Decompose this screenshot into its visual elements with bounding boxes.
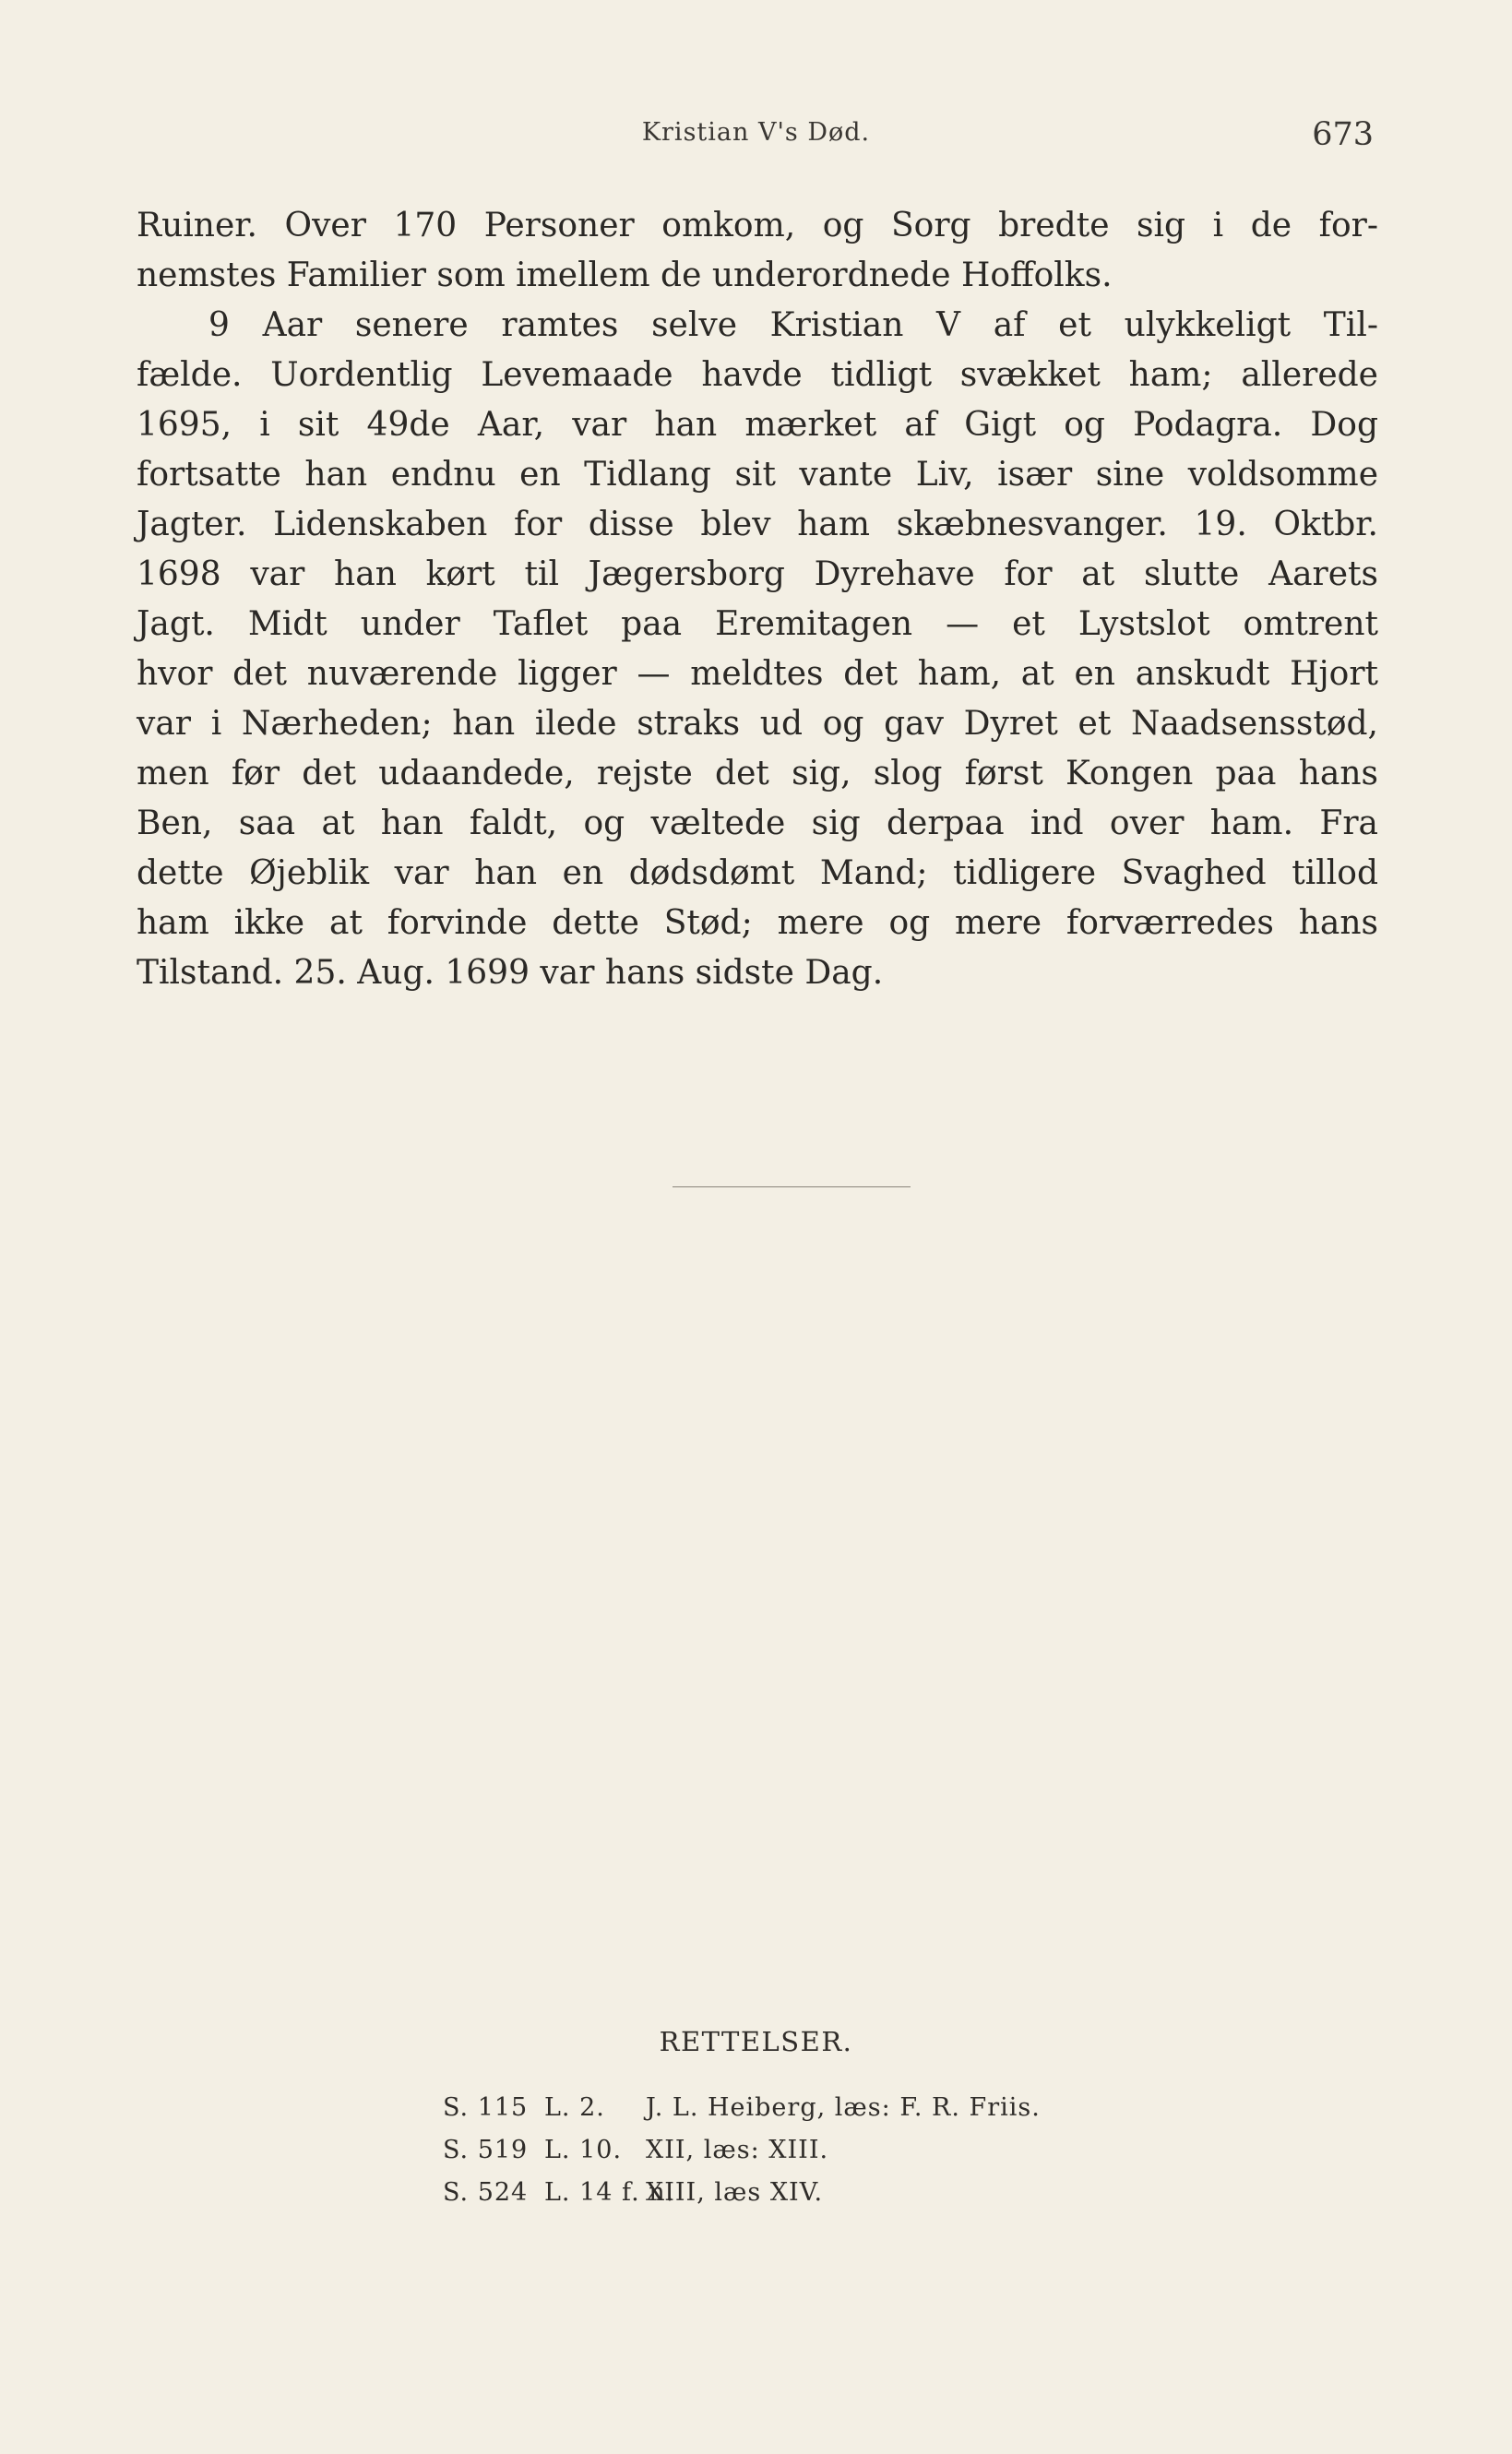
errata-line: L. 10. (544, 2136, 623, 2164)
errata-row (443, 2172, 1041, 2214)
errata-correction: J. L. Heiberg, læs: F. R. Friis. (646, 2093, 1041, 2122)
text-line: hvor det nuværende ligger — meldtes det ham, at en anskudt Hjort (137, 655, 1378, 693)
section-divider (673, 1186, 911, 1187)
text-line: men før det udaandede, rejste det sig, slog først Kongen paa hans (137, 755, 1378, 792)
text-line: dette Øjeblik var han en dødsdømt Mand; tidligere Svaghed tillod (137, 854, 1378, 892)
text-line: Ruiner. Over 170 Personer omkom, og Sorg bredte sig i de for- (137, 207, 1378, 244)
errata-page: S. 524 (443, 2178, 529, 2207)
text-line: Tilstand. 25. Aug. 1699 var hans sidste Dag. (137, 954, 884, 992)
text-line: Jagter. Lidenskaben for disse blev ham skæbnesvanger. 19. Oktbr. (137, 506, 1378, 543)
errata-line: L. 2. (544, 2093, 605, 2122)
errata-page: S. 519 (443, 2136, 529, 2164)
text-line: 1695, i sit 49de Aar, var han mærket af Gigt og Podagra. Dog (137, 406, 1378, 444)
errata-title: RETTELSER. (659, 2026, 853, 2057)
text-line: Ben, saa at han faldt, og væltede sig derpaa ind over ham. Fra (137, 804, 1378, 842)
page-number: 673 (1312, 116, 1374, 153)
errata-row (443, 2087, 1041, 2129)
running-title: Kristian V's Død. (641, 118, 871, 147)
text-line: var i Nærheden; han ilede straks ud og gav Dyret et Naadsensstød, (137, 705, 1378, 743)
text-line: Jagt. Midt under Taflet paa Eremitagen — et Lystslot omtrent (137, 605, 1378, 643)
text-line: 9 Aar senere ramtes selve Kristian V af et ulykkeligt Til- (208, 306, 1378, 344)
text-line: nemstes Familier som imellem de underordnede Hoffolks. (137, 256, 1113, 294)
errata-line: L. 14 f. n. (544, 2178, 675, 2207)
text-line: fælde. Uordentlig Levemaade havde tidligt svækket ham; allerede (137, 356, 1378, 394)
text-line: fortsatte han endnu en Tidlang sit vante Liv, især sine voldsomme (137, 456, 1378, 494)
errata-list (443, 2087, 1041, 2214)
text-line: ham ikke at forvinde dette Stød; mere og mere forværredes hans (137, 904, 1378, 942)
errata-row (443, 2129, 1041, 2172)
text-line: 1698 var han kørt til Jægersborg Dyrehave for at slutte Aarets (137, 555, 1378, 593)
errata-correction: XII, læs: XIII. (646, 2136, 829, 2164)
errata-page: S. 115 (443, 2093, 529, 2122)
body-text (137, 201, 1378, 998)
errata-correction: XIII, læs XIV. (646, 2178, 824, 2207)
